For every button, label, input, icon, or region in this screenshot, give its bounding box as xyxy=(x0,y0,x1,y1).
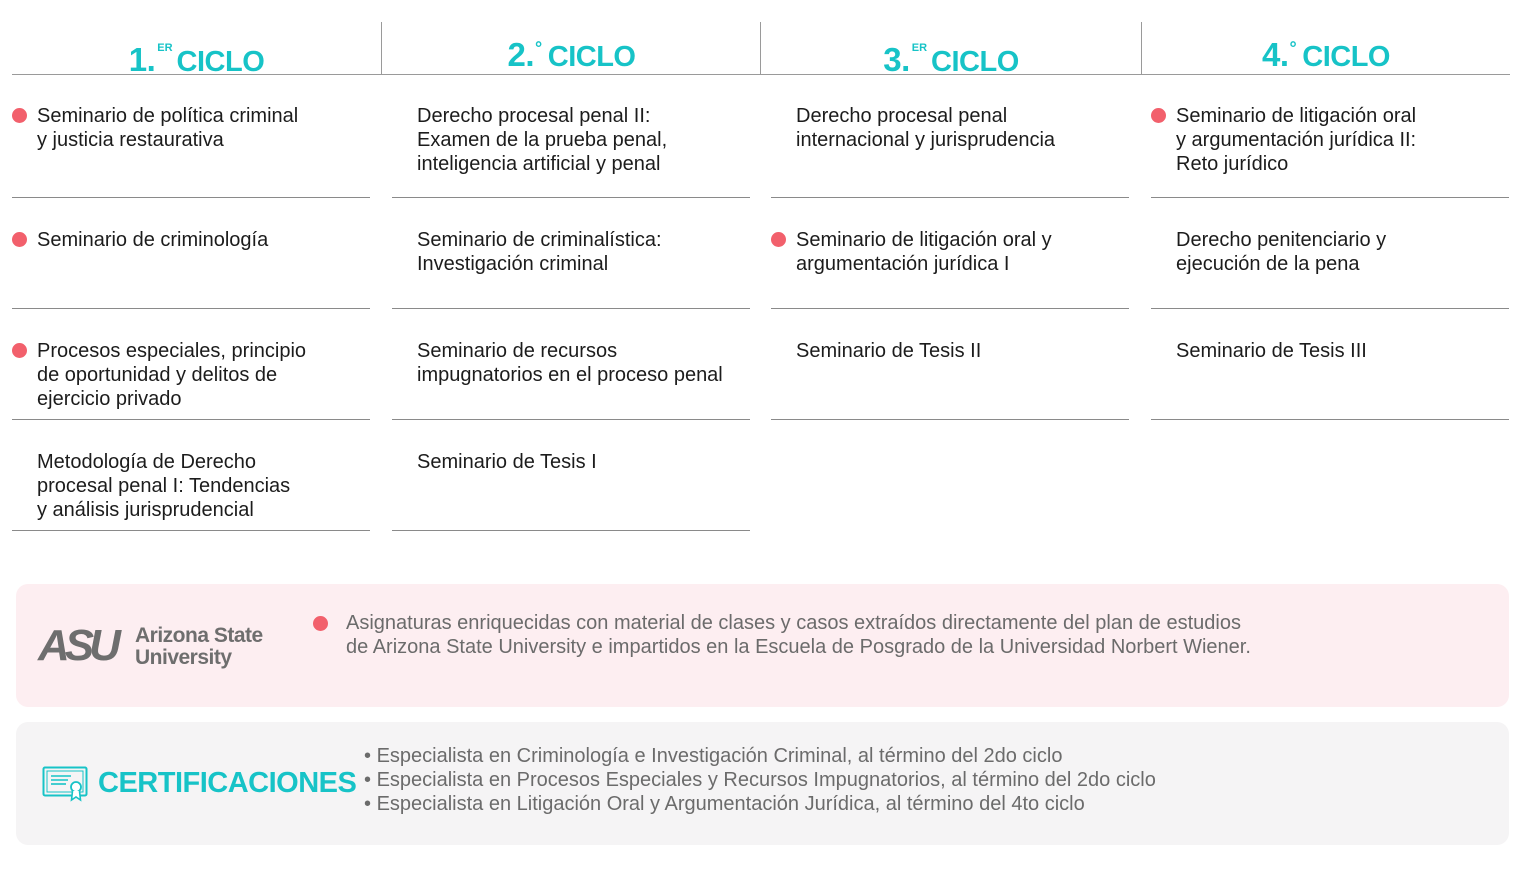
certifications-title: CERTIFICACIONES xyxy=(98,767,357,799)
asu-note-text xyxy=(346,611,1346,659)
cycle-3-header xyxy=(761,22,1141,78)
certification-item: • Especialista en Procesos Especiales y Recursos Impugnatorios, al término del 2do ciclo xyxy=(364,768,1156,792)
course-title: Seminario de recursos impugnatorios en el proceso penal xyxy=(417,340,723,386)
course-title: Derecho penitenciario y ejecución de la pena xyxy=(1176,229,1387,275)
course-title: Derecho procesal penal internacional y jurisprudencia xyxy=(796,105,1056,151)
asu-logo xyxy=(38,621,278,670)
cycle-4-num: 4. xyxy=(1262,36,1289,73)
course-cell xyxy=(1151,74,1509,198)
cycle-1-num: 1. xyxy=(128,41,156,78)
course-cell xyxy=(392,309,750,420)
certification-item: • Especialista en Criminología e Investigación Criminal, al término del 2do ciclo xyxy=(364,744,1156,768)
cycle-2-header xyxy=(382,22,761,74)
course-cell xyxy=(392,74,750,198)
cycle-4-word: CICLO xyxy=(1302,41,1390,73)
course-cell xyxy=(771,74,1129,198)
certifications-panel xyxy=(16,722,1509,845)
certification-item: • Especialista en Litigación Oral y Argumentación Jurídica, al término del 4to ciclo xyxy=(364,792,1156,816)
course-cell xyxy=(392,198,750,309)
course-title: Seminario de criminología xyxy=(37,229,269,251)
course-cell xyxy=(1151,198,1509,309)
asu-logo-mark: ASU xyxy=(38,621,116,670)
course-cell xyxy=(1151,309,1509,420)
asu-marker-dot xyxy=(313,616,328,631)
asu-logo-name-line1: Arizona State xyxy=(135,624,263,647)
certificate-icon xyxy=(42,766,88,802)
certifications-list xyxy=(364,744,1156,816)
cycle-2-sup: ° xyxy=(535,38,542,58)
cycle-1-word: CICLO xyxy=(176,46,265,78)
cycle-3-sup: ER xyxy=(911,42,928,54)
asu-note-line: de Arizona State University e impartidos en la Escuela de Posgrado de la Universidad Norbert Wiener. xyxy=(346,636,1251,658)
course-cell xyxy=(771,309,1129,420)
asu-marker-dot xyxy=(1151,108,1166,123)
cycle-3-num: 3. xyxy=(883,41,910,78)
course-title: Seminario de Tesis III xyxy=(1176,340,1367,362)
cycle-1-sup: ER xyxy=(157,42,173,54)
cycle-3-word: CICLO xyxy=(931,46,1019,78)
cycle-2-course-list xyxy=(392,74,750,531)
asu-marker-dot xyxy=(771,232,786,247)
asu-marker-dot xyxy=(12,232,27,247)
course-cell xyxy=(12,309,370,420)
course-title: Procesos especiales, principio de oportunidad y delitos de ejercicio privado xyxy=(37,340,307,410)
course-cell xyxy=(392,420,750,531)
cycle-1-course-list xyxy=(12,74,370,531)
course-title: Seminario de Tesis II xyxy=(796,340,982,362)
cycle-3-course-list xyxy=(771,74,1129,420)
cycle-2-word: CICLO xyxy=(547,41,636,73)
cycle-4-header xyxy=(1142,22,1510,74)
asu-marker-dot xyxy=(12,343,27,358)
course-title: Metodología de Derecho procesal penal I: Tendencias y análisis jurisprudencial xyxy=(37,451,291,521)
asu-note-panel xyxy=(16,584,1509,707)
asu-marker-dot xyxy=(12,108,27,123)
course-title: Seminario de política criminal y justicia restaurativa xyxy=(37,105,299,151)
course-cell xyxy=(12,420,370,531)
course-title: Seminario de litigación oral y argumentación jurídica II: Reto jurídico xyxy=(1176,105,1417,175)
asu-note-line: Asignaturas enriquecidas con material de clases y casos extraídos directamente del plan de estudios xyxy=(346,612,1241,634)
course-title: Derecho procesal penal II: Examen de la prueba penal, inteligencia artificial y penal xyxy=(417,105,668,175)
cycle-4-course-list xyxy=(1151,74,1509,420)
cycle-header-row xyxy=(12,22,1510,78)
cycle-1-header xyxy=(12,22,381,78)
course-cell xyxy=(12,198,370,309)
course-cell xyxy=(12,74,370,198)
course-cell xyxy=(771,198,1129,309)
course-title: Seminario de criminalística: Investigación criminal xyxy=(417,229,662,275)
cycle-2-num: 2. xyxy=(507,36,535,73)
course-title: Seminario de Tesis I xyxy=(417,451,597,473)
asu-logo-name xyxy=(135,625,263,669)
asu-logo-name-line2: University xyxy=(135,646,232,669)
cycle-4-sup: ° xyxy=(1289,38,1297,58)
course-title: Seminario de litigación oral y argumentación jurídica I xyxy=(796,229,1052,275)
